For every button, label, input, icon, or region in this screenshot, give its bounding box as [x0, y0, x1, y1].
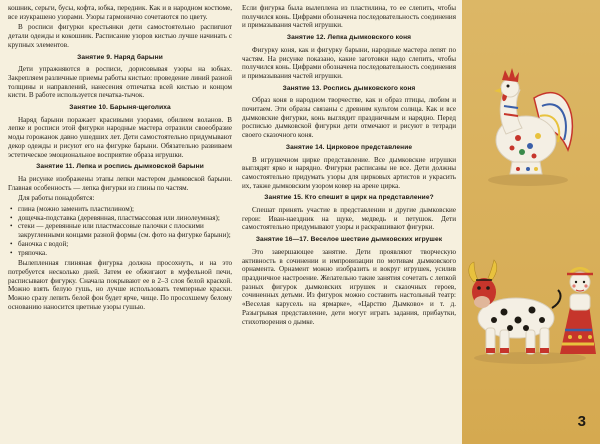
lesson-heading-16-17: Занятие 16—17. Веселое шествие дымковских игрушек: [255, 236, 443, 244]
lesson-heading-10: Занятие 10. Барыня-щеголиха: [69, 104, 171, 112]
lesson-heading-11: Занятие 11. Лепка и роспись дымковской барыни: [36, 163, 204, 171]
list-item: • глина (можно заменить пластилином);: [10, 205, 135, 214]
paragraph: На рисунке изображены этапы лепки мастером дымковской барыни. Главная особенность — лепка фигурки из глины по частям.: [8, 174, 232, 192]
dymkovo-rooster-figure: [472, 58, 584, 188]
paragraph: Образ коня в народном творчестве, как и образ птицы, любим и почитаем. Эти образы связаны с древним культом солнца. Как и все дымковские фигурки, конь выглядит праздничным и нарядно. Перед росписью дымковской фигурки дети отмечают и рисуют в тетради своего сказочного коня.: [242, 96, 456, 140]
dymkovo-cow-and-girl-figure: [464, 236, 598, 366]
materials-list: [8, 205, 232, 257]
lesson-heading-15: Занятие 15. Кто спешит в цирк на представление?: [264, 194, 434, 202]
paragraph: Это завершающее занятие. Дети проявляют творческую активность в сочинении и импровизации по мотивам дымковского орнамента. Орнамент можно изобразить и вокруг игрушек, усилив праздничное настроение. Желательно такие занятия сочетать с лепкой разных фигурок дымковских игрушек и сказочных героев, сочиненных детьми. Из фигурок можно составить настольный театр: «Веселая карусель на ярмарке», «Царство Дымково» и т. д. Разыгрывая представление, дети могут играть задания, прибаутки, стихотворения о дымке.: [242, 247, 456, 326]
paragraph: Если фигурка была вылеплена из пластилина, то ее слепить, чтобы получился конь. Цифрами обозначена последовательность соединения и примазывания частей игрушки.: [242, 4, 456, 30]
lesson-heading-13: Занятие 13. Роспись дымковского коня: [282, 84, 416, 92]
paragraph: Спешат принять участие в представлении и другие дымковские герои: Иван-наездник на щуке, медведь и петушок. Дети самостоятельно придумывают узоры и раскрашивают фигурки.: [242, 206, 456, 232]
paragraph: Фигурку коня, как и фигурку барыни, народные мастера лепят по частям. На рисунке показано, какие заготовки надо слепить, чтобы получился конь. Цифрами обозначена последовательность соединения и примазывания частей игрушки.: [242, 45, 456, 80]
list-item: • тряпочка.: [10, 248, 47, 257]
paragraph: В игрушечном цирке представление. Все дымковские игрушки выглядят ярко и нарядно. Фигурки расписаны не все. Дети должны самостоятельно придумать узоры для цирковых артистов и украсить их, также дымковским узором ковер на арене цирка.: [242, 155, 456, 190]
paragraph: Наряд барыни поражает красивыми узорами, обилием воланов. В лепке и росписи этой фигурки народные мастера отразили своеобразие моды горожанок давно ушедших лет. Дети самостоятельно придумывают декор одежды и рисуют его на фигурке барыни. Обязательно развиваем эстетическое эмоциональное восприятие образа игрушки.: [8, 115, 232, 159]
paragraph: Дети упражняются в росписи, дорисовывая узоры на юбках. Закрепляем различные приемы работы кистью: проведение линий разной толщины и направлений, нанесения отпечатка всей кистью и концом кисти. В работе используется печатка-тычок.: [8, 65, 232, 100]
paragraph: Для работы понадобятся:: [18, 194, 95, 203]
list-item: • дощечка-подставка (деревянная, пластмассовая или линолеумная);: [10, 213, 220, 222]
list-item: • стеки — деревянные или пластмассовые палочки с плоскими закругленными концами разной формы (см. фото на фигурке барыни);: [10, 222, 231, 240]
left-text-column: [8, 4, 232, 440]
paragraph: Вылепленная глиняная фигурка должна просохнуть, и на это потребуется несколько дней. Затем ее обжигают в муфельной печи, расписывают фигурку. Сначала покрывают ее в 2–3 слоя белой краской. Можно взять белую гушь, но лучше использовать темперные краски. Можно сразу лепить белой фон будет ярче, чище. По просохшему белому основанию наносится цветные узоры гушью.: [8, 259, 232, 311]
page-number: 3: [577, 413, 586, 430]
middle-text-column: [242, 4, 456, 440]
paragraph: В росписи фигурки крестьянки дети самостоятельно распиruют детали одежды и кокошник. Расписание узоров кистью лучше начинать с крупных элементов.: [8, 23, 232, 49]
list-item: • баночка с водой;: [10, 239, 69, 248]
lesson-heading-12: Занятие 12. Лепка дымковского коня: [286, 34, 412, 42]
lesson-heading-14: Занятие 14. Цирковое представление: [285, 143, 413, 151]
paragraph: кошник, серьги, бусы, кофта, юбка, передник. Как и в народном костюме, все изукрашено узорами. Узоры гармонично сочетаются по цвету.: [8, 4, 232, 21]
lesson-heading-9: Занятие 9. Наряд барыни: [77, 53, 163, 61]
